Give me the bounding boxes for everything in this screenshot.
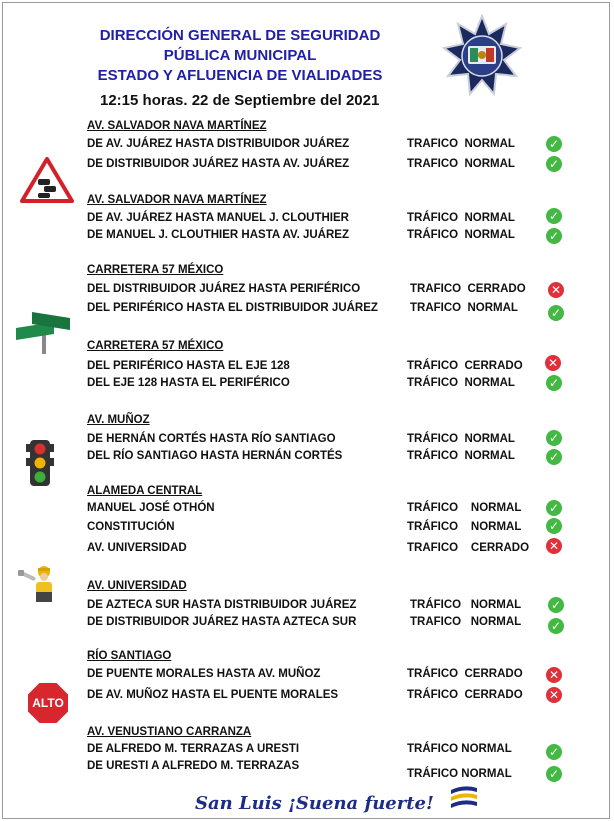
stop-sign-label: ALTO (32, 696, 64, 710)
traffic-status: TRÁFICO CERRADO (407, 360, 523, 372)
brand-slogan: ¡Suena fuerte! (288, 793, 434, 814)
traffic-status: TRÁFICO NORMAL (407, 377, 515, 389)
cross-icon: ✕ (546, 538, 562, 554)
traffic-status: TRÁFICO NORMAL (407, 521, 522, 533)
title-line-2: PÚBLICA MUNICIPAL (163, 47, 317, 64)
title-line-1: DIRECCIÓN GENERAL DE SEGURIDAD (99, 27, 381, 44)
check-icon: ✓ (548, 305, 564, 321)
road-segment: DEL PERIFÉRICO HASTA EL EJE 128 (87, 360, 290, 372)
section-heading: CARRETERA 57 MÉXICO (87, 340, 224, 352)
road-segment: DE AV. JUÁREZ HASTA DISTRIBUIDOR JUÁREZ (87, 138, 350, 150)
section-heading: ALAMEDA CENTRAL (87, 485, 203, 497)
title-line-3: ESTADO Y AFLUENCIA DE VIALIDADES (97, 67, 383, 84)
section-heading: AV. MUÑOZ (87, 414, 150, 426)
road-segment: DE AZTECA SUR HASTA DISTRIBUIDOR JUÁREZ (87, 599, 357, 611)
road-segment: DE AV. JUÁREZ HASTA MANUEL J. CLOUTHIER (87, 212, 349, 224)
road-segment: DEL DISTRIBUIDOR JUÁREZ HASTA PERIFÉRICO (87, 283, 361, 295)
traffic-status: TRAFICO NORMAL (407, 138, 515, 150)
section-heading: AV. UNIVERSIDAD (87, 580, 187, 592)
section-heading: AV. SALVADOR NAVA MARTÍNEZ (87, 120, 267, 132)
road-segment: DE URESTI A ALFREDO M. TERRAZAS (87, 760, 300, 772)
traffic-status: TRÁFICO NORMAL (407, 743, 512, 755)
road-segment: DE DISTRIBUIDOR JUÁREZ HASTA AV. JUÁREZ (87, 158, 350, 170)
check-icon: ✓ (546, 500, 562, 516)
section-heading: RÍO SANTIAGO (87, 650, 172, 662)
check-icon: ✓ (546, 375, 562, 391)
check-icon: ✓ (546, 744, 562, 760)
check-icon: ✓ (546, 156, 562, 172)
road-worker-icon (16, 562, 58, 604)
check-icon: ✓ (546, 766, 562, 782)
check-icon: ✓ (546, 518, 562, 534)
check-icon: ✓ (546, 449, 562, 465)
road-segment: DEL PERIFÉRICO HASTA EL DISTRIBUIDOR JUÁREZ (87, 302, 378, 314)
road-segment: DE ALFREDO M. TERRAZAS A URESTI (87, 743, 300, 755)
check-icon: ✓ (546, 136, 562, 152)
road-segment: CONSTITUCIÓN (87, 521, 175, 533)
cross-icon: ✕ (548, 282, 564, 298)
traffic-status: TRAFICO NORMAL (407, 158, 515, 170)
traffic-light-icon (26, 438, 54, 488)
traffic-status: TRÁFICO CERRADO (407, 689, 523, 701)
footer-brand (195, 793, 434, 814)
section-heading: AV. VENUSTIANO CARRANZA (87, 726, 252, 738)
road-segment: DE AV. MUÑOZ HASTA EL PUENTE MORALES (87, 689, 339, 701)
traffic-status: TRAFICO NORMAL (410, 302, 518, 314)
traffic-status: TRÁFICO NORMAL (407, 433, 515, 445)
road-segment: DEL EJE 128 HASTA EL PERIFÉRICO (87, 377, 290, 389)
check-icon: ✓ (546, 430, 562, 446)
road-segment: DE DISTRIBUIDOR JUÁREZ HASTA AZTECA SUR (87, 616, 357, 628)
traffic-status: TRÁFICO NORMAL (407, 768, 512, 780)
road-segment: AV. UNIVERSIDAD (87, 542, 187, 554)
traffic-jam-warning-icon (20, 157, 74, 203)
cross-icon: ✕ (546, 667, 562, 683)
police-badge-icon (440, 14, 524, 98)
road-segment: DE HERNÁN CORTÉS HASTA RÍO SANTIAGO (87, 433, 336, 445)
traffic-status: TRÁFICO NORMAL (407, 229, 515, 241)
road-segment: DE PUENTE MORALES HASTA AV. MUÑOZ (87, 668, 321, 680)
section-heading: AV. SALVADOR NAVA MARTÍNEZ (87, 194, 267, 206)
brand-logo-icon (449, 784, 479, 810)
traffic-status: TRÁFICO NORMAL (410, 599, 522, 611)
section-heading: CARRETERA 57 MÉXICO (87, 264, 224, 276)
traffic-status: TRÁFICO NORMAL (407, 450, 515, 462)
road-segment: MANUEL JOSÉ OTHÓN (87, 502, 215, 514)
street-sign-icon (14, 306, 72, 354)
traffic-status: TRAFICO NORMAL (410, 616, 522, 628)
check-icon: ✓ (546, 228, 562, 244)
check-icon: ✓ (548, 618, 564, 634)
cross-icon: ✕ (545, 355, 561, 371)
brand-name: San Luis (195, 793, 282, 814)
traffic-status: TRAFICO CERRADO (410, 283, 526, 295)
traffic-status: TRÁFICO CERRADO (407, 668, 523, 680)
road-segment: DEL RÍO SANTIAGO HASTA HERNÁN CORTÉS (87, 450, 343, 462)
traffic-status: TRÁFICO NORMAL (407, 502, 522, 514)
check-icon: ✓ (546, 208, 562, 224)
road-segment: DE MANUEL J. CLOUTHIER HASTA AV. JUÁREZ (87, 229, 349, 241)
traffic-status: TRAFICO CERRADO (407, 542, 530, 554)
cross-icon: ✕ (546, 687, 562, 703)
traffic-status: TRÁFICO NORMAL (407, 212, 515, 224)
check-icon: ✓ (548, 597, 564, 613)
report-datetime: 12:15 horas. 22 de Septiembre del 2021 (100, 92, 380, 109)
